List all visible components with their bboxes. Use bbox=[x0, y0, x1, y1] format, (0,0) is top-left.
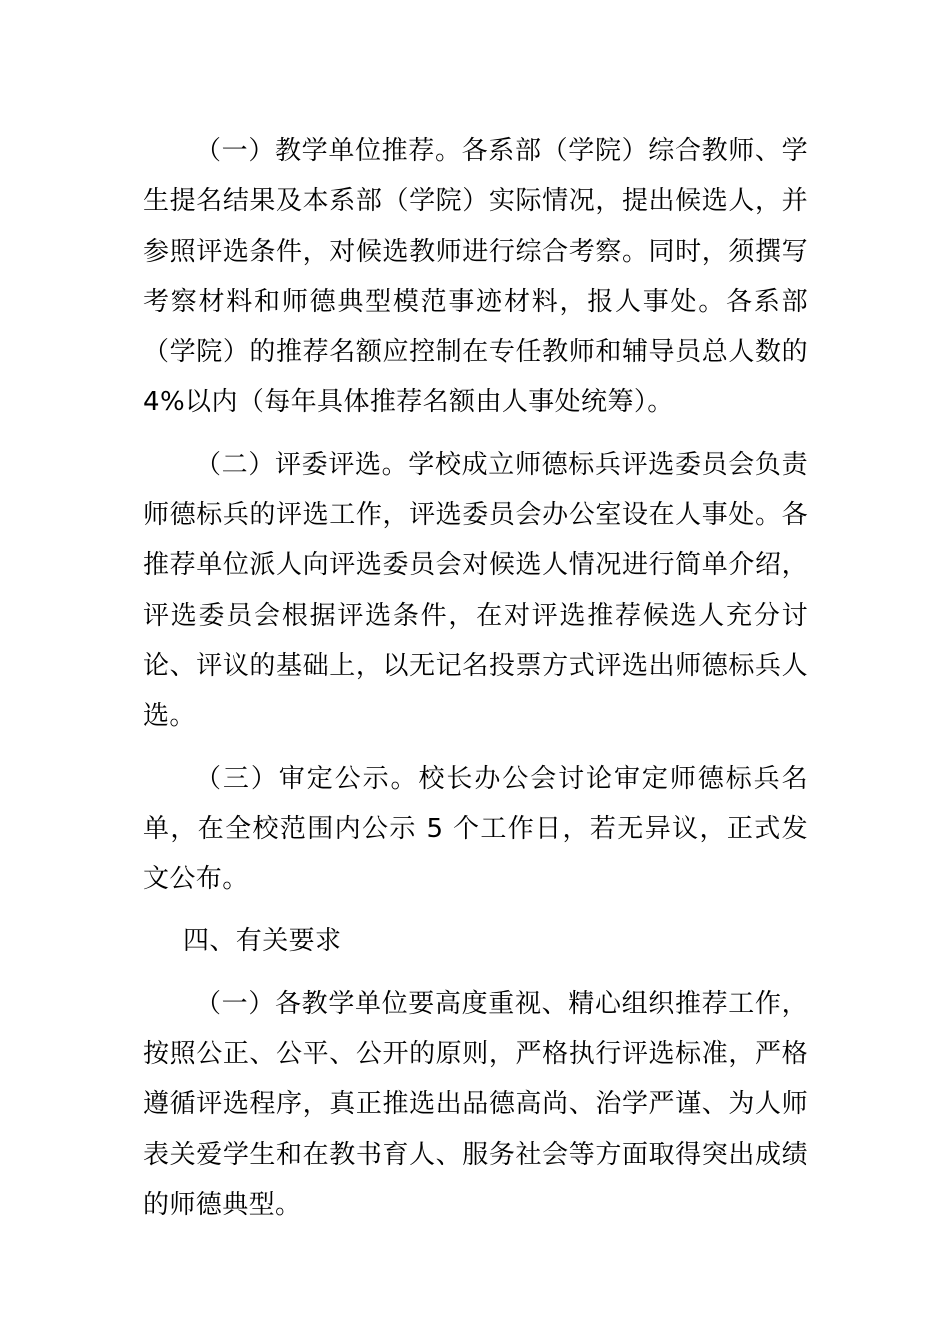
section-heading-requirements: 四、有关要求 bbox=[183, 926, 342, 957]
document-body bbox=[143, 126, 808, 1242]
paragraph-requirement-one: （一）各教学单位要高度重视、精心组织推荐工作，按照公正、公平、公开的原则，严格执行评选标准，严格遵循评选程序，真正推选出品德高尚、治学严谨、为人师表关爱学生和在教书育人、服务社会等方面取得突出成绩的师德典型。 bbox=[143, 988, 808, 1220]
paragraph-committee-selection: （二）评委评选。学校成立师德标兵评选委员会负责师德标兵的评选工作，评选委员会办公室设在人事处。各推荐单位派人向评选委员会对候选人情况进行简单介绍，评选委员会根据评选条件，在对评选推荐候选人充分讨论、评议的基础上，以无记名投票方式评选出师德标兵人选。 bbox=[143, 449, 808, 732]
paragraph-review-publicity: （三）审定公示。校长办公会讨论审定师德标兵名单，在全校范围内公示 5 个工作日，若无异议，正式发文公布。 bbox=[143, 763, 808, 895]
paragraph-recommendation: （一）教学单位推荐。各系部（学院）综合教师、学生提名结果及本系部（学院）实际情况，提出候选人，并参照评选条件，对候选教师进行综合考察。同时，须撰写考察材料和师德典型模范事迹材料，报人事处。各系部（学院）的推荐名额应控制在专任教师和辅导员总人数的 4%以内（每年具体推荐名额由人事处统筹）。 bbox=[143, 136, 808, 418]
